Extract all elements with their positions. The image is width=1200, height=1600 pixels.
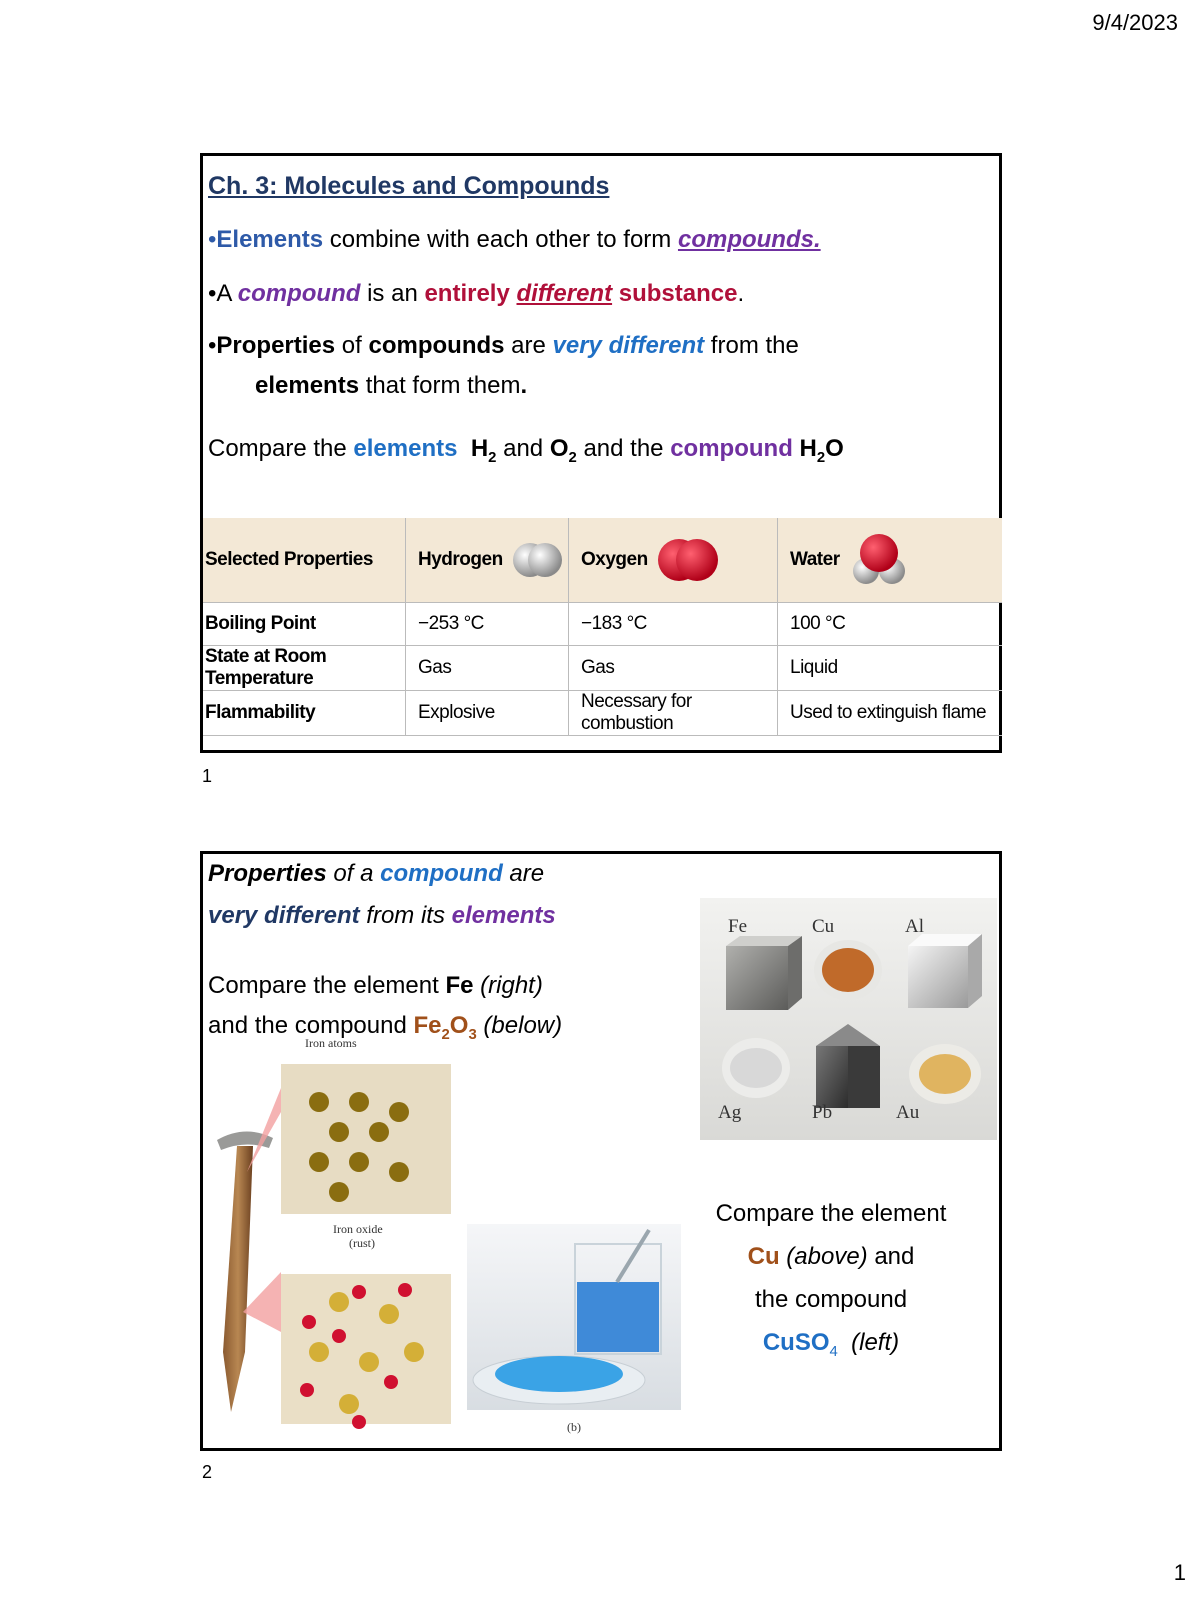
compare-line-1: Compare the element [715, 1200, 947, 1227]
table-cell: Used to extinguish flame [778, 691, 1003, 736]
copper-sulfate-photo [467, 1224, 681, 1410]
slide-2-number: 2 [202, 1462, 213, 1482]
hydrogen-molecule-icon [513, 538, 563, 582]
metal-label: Al [905, 916, 924, 937]
compare-line-4: CuSO$_4$ (left) [762, 1329, 900, 1360]
metal-label: Pb [812, 1102, 833, 1123]
table-cell: Explosive [406, 691, 569, 736]
s2-line-4: and the compound $Fe_2O_3$ (below) [208, 1012, 563, 1043]
figure-caption: (b) [567, 1420, 581, 1434]
properties-table [203, 518, 1002, 736]
bullet-1: •Elements combine with each other to form compounds. [208, 226, 821, 253]
table-header-row [203, 518, 1002, 603]
iron-atoms-label: Iron atoms [305, 1036, 357, 1050]
metal-label: Au [896, 1102, 920, 1123]
slide-2 [200, 851, 1002, 1451]
metal-label: Fe [728, 916, 747, 937]
oxygen-molecule-icon [658, 534, 718, 586]
table-cell: Gas [406, 646, 569, 691]
table-cell: Liquid [778, 646, 1003, 691]
table-cell: Gas [569, 646, 778, 691]
table-cell: Necessary for combustion [569, 691, 778, 736]
table-row [203, 691, 1002, 736]
page-number: 1 [1173, 1560, 1186, 1585]
table-row [203, 603, 1002, 646]
table-cell: −183 °C [569, 603, 778, 646]
table-cell: Flammability [203, 691, 406, 736]
table-row [203, 646, 1002, 691]
table-header-cell: Hydrogen [406, 518, 569, 603]
bullet-3-cont: elements that form them. [255, 372, 528, 399]
table-header-cell: Oxygen [569, 518, 778, 603]
metal-label: Ag [718, 1102, 742, 1123]
metal-samples-photo [700, 898, 997, 1140]
page-date: 9/4/2023 [1092, 10, 1178, 35]
compare-line: Compare the elements $H_2$ and $O_2$ and the compound $H_2O$ [208, 435, 844, 466]
slide-1-number: 1 [202, 766, 213, 786]
compare-line-3: the compound [754, 1286, 908, 1313]
slide-title: Ch. 3: Molecules and Compounds [208, 172, 610, 200]
rust-label-2: (rust) [349, 1236, 375, 1250]
rusted-nail-illustration [209, 1036, 457, 1442]
compare-line-2: Cu (above) and [747, 1243, 915, 1270]
table-header-cell: Water [778, 518, 1003, 603]
compare-copper-text [683, 1192, 979, 1374]
table-cell: −253 °C [406, 603, 569, 646]
s2-line-2: very different from its elements [208, 902, 556, 929]
table-cell: Boiling Point [203, 603, 406, 646]
bullet-3: •Properties of compounds are very different from the [208, 332, 799, 359]
water-molecule-icon [850, 531, 908, 589]
table-cell: State at Room Temperature [203, 646, 406, 691]
slide-1 [200, 153, 1002, 753]
rust-label: Iron oxide [333, 1222, 383, 1236]
metal-label: Cu [812, 916, 835, 937]
s2-line-3: Compare the element Fe (right) [208, 972, 543, 999]
table-header-cell: Selected Properties [203, 518, 406, 603]
bullet-2: •A compound is an entirely different substance. [208, 280, 745, 307]
table-cell: 100 °C [778, 603, 1003, 646]
s2-line-1: Properties of a compound are [208, 860, 545, 887]
